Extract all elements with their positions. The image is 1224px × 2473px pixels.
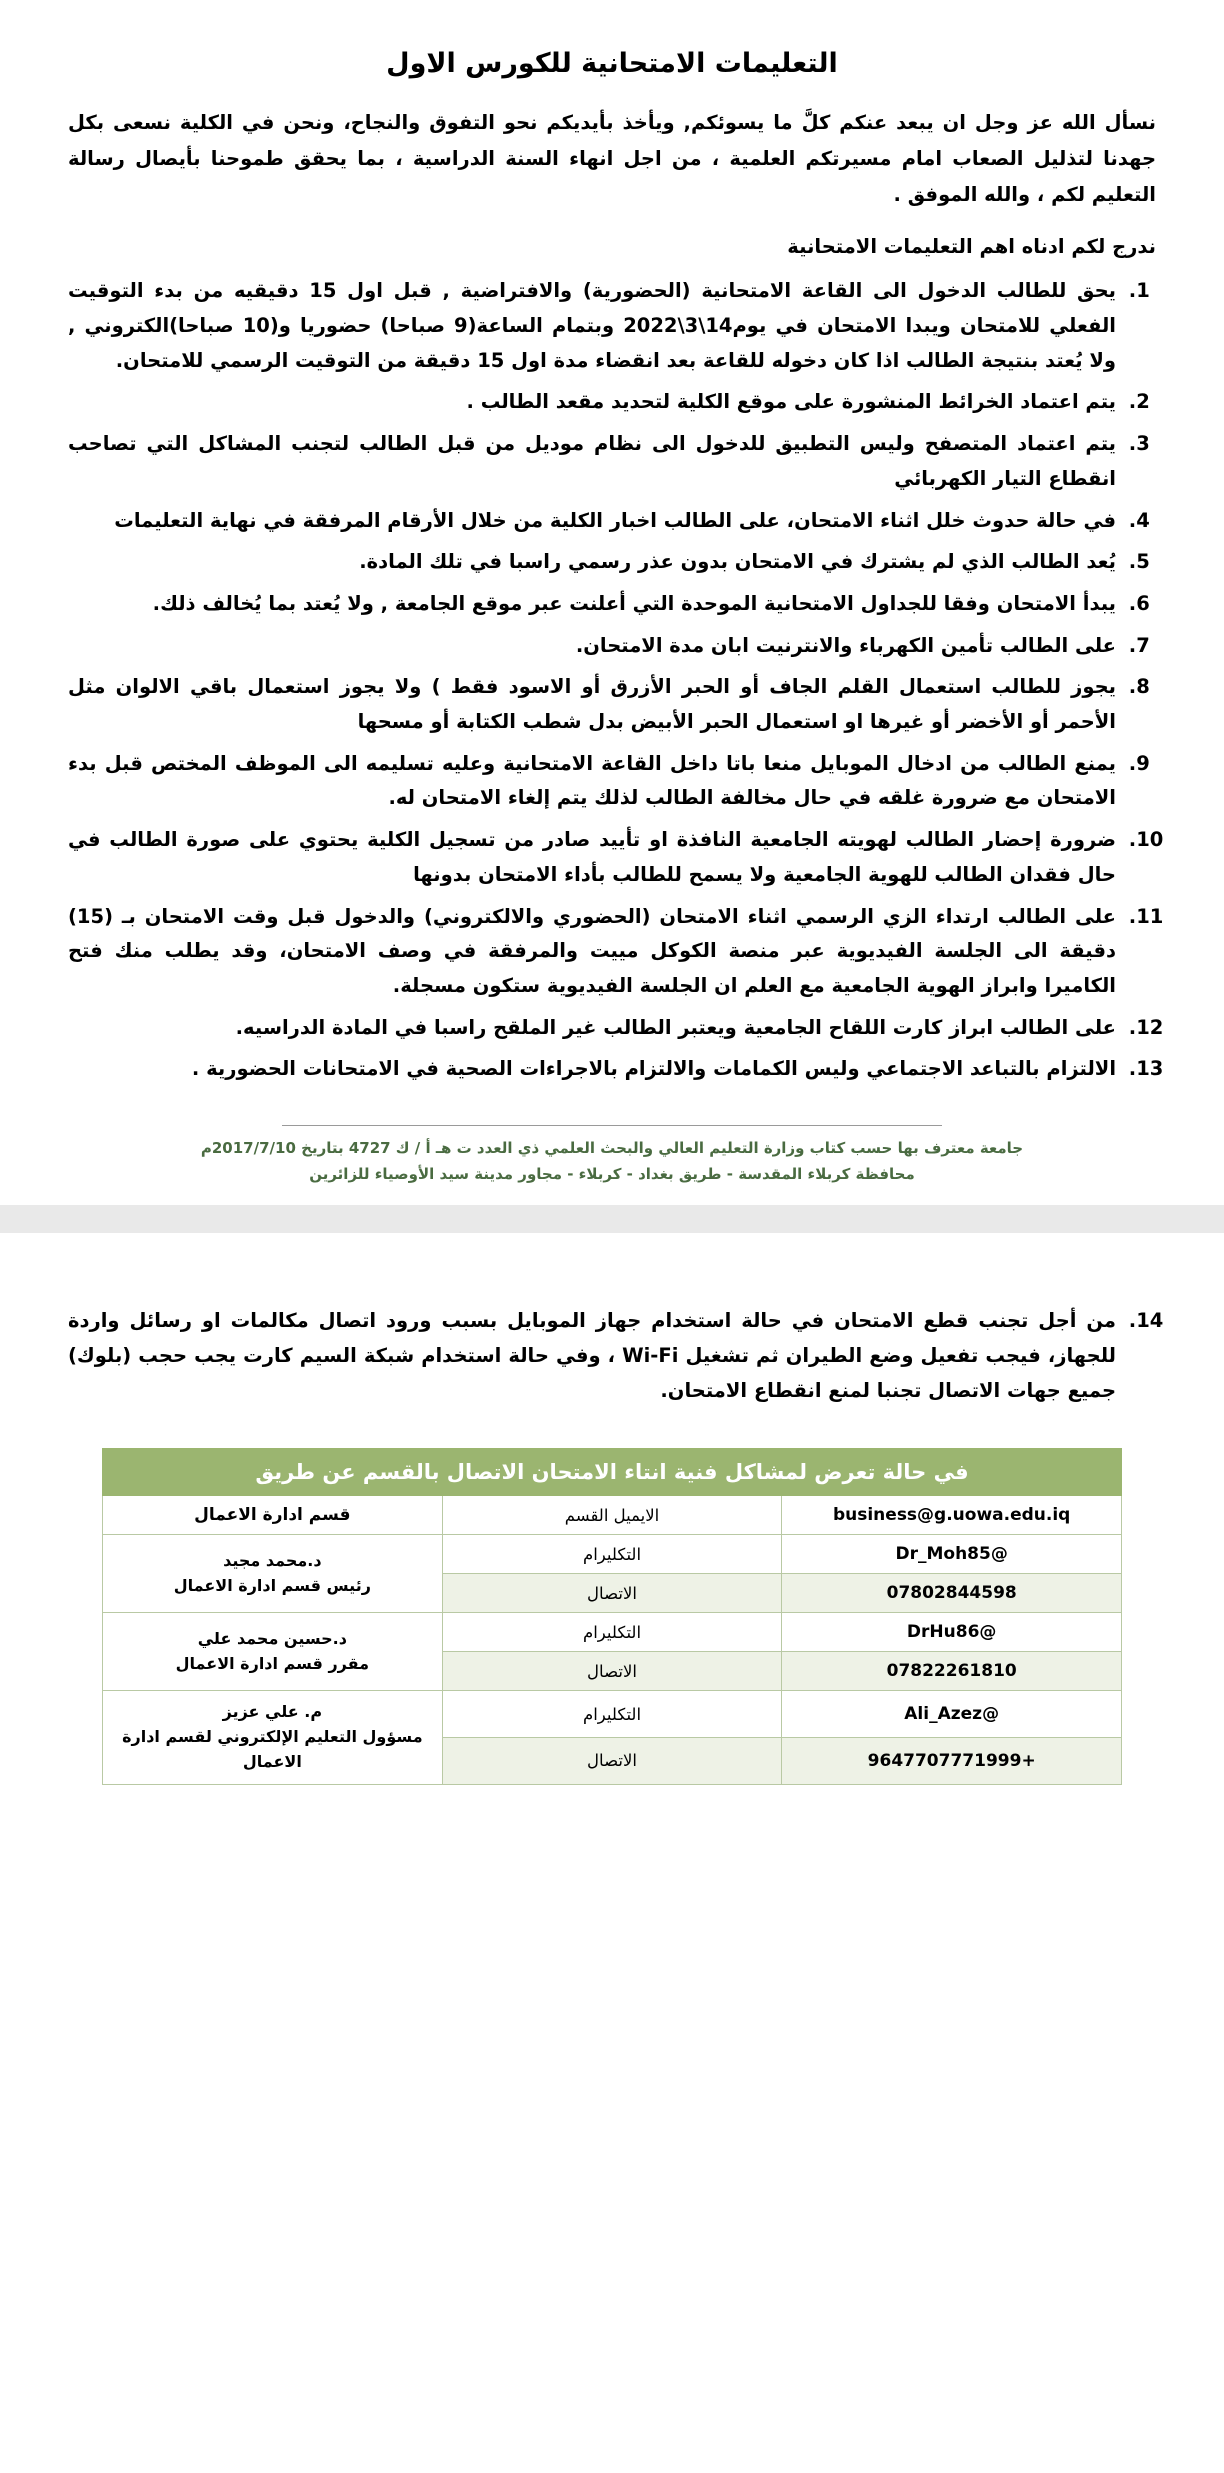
- contacts-table: [102, 1448, 1122, 1784]
- page-title: التعليمات الامتحانية للكورس الاول: [386, 48, 838, 79]
- list-item: 8. يجوز للطالب استعمال القلم الجاف أو الحبر الأزرق أو الاسود فقط ) ولا يجوز استعمال باقي الالوان مثل الأحمر أو الأخضر أو غيرها او استعمال الحبر الأبيض بدل شطب الكتابة أو مسحها: [68, 670, 1122, 739]
- list-item: 9. يمنع الطالب من ادخال الموبايل منعا باتا داخل القاعة الامتحانية وعليه تسليمه الى الموظف المختص قبل بدء الامتحان مع ضرورة غلقه في حال مخالفة الطالب لذلك يتم إلغاء الامتحان له.: [68, 747, 1122, 816]
- contacts-banner: في حالة تعرض لمشاكل فنية انتاء الامتحان الاتصال بالقسم عن طريق: [103, 1449, 1122, 1496]
- footer-accreditation: جامعة معترف بها حسب كتاب وزارة التعليم العالي والبحث العلمي ذي العدد ت هـ أ / ك 4727 بتاريخ 2017/7/10م: [200, 1139, 1024, 1158]
- contact-value: business@g.uowa.edu.iq: [782, 1496, 1122, 1535]
- contact-person: د.حسين محمد علي مقرر قسم ادارة الاعمال: [103, 1613, 443, 1691]
- contact-value: +9647707771999: [782, 1738, 1122, 1785]
- contact-label: التكليرام: [442, 1535, 782, 1574]
- contact-label: الاتصال: [442, 1574, 782, 1613]
- table-row: [103, 1449, 1122, 1496]
- contact-value: @Dr_Moh85: [782, 1535, 1122, 1574]
- document-page-2: [0, 1233, 1224, 2473]
- document-page-1: [0, 0, 1224, 1205]
- contact-person: م. علي عزيز مسؤول التعليم الإلكتروني لقسم ادارة الاعمال: [103, 1691, 443, 1784]
- contacts-table-head: [103, 1449, 1122, 1496]
- instructions-list: [68, 274, 1156, 1087]
- contact-label: الاتصال: [442, 1738, 782, 1785]
- instructions-list-continued: [68, 1303, 1156, 1408]
- table-row: [103, 1535, 1122, 1574]
- list-item: 2. يتم اعتماد الخرائط المنشورة على موقع الكلية لتحديد مقعد الطالب .: [68, 385, 1122, 420]
- contact-label: الايميل القسم: [442, 1496, 782, 1535]
- list-item: 11. على الطالب ارتداء الزي الرسمي اثناء الامتحان (الحضوري والالكتروني) والدخول قبل وقت الامتحان بـ (15) دقيقة الى الجلسة الفيديوية عبر منصة الكوكل مييت والمرفقة في وصف الامتحان، وقد يطلب منك فتح الكاميرا وابراز الهوية الجامعية مع العلم ان الجلسة الفيديوية ستكون مسجلة.: [68, 900, 1122, 1004]
- list-item: 12. على الطالب ابراز كارت اللقاح الجامعية ويعتبر الطالب غير الملقح راسبا في المادة الدراسيه.: [68, 1011, 1122, 1046]
- contact-label: التكليرام: [442, 1613, 782, 1652]
- list-item: 7. على الطالب تأمين الكهرباء والانترنيت ابان مدة الامتحان.: [68, 629, 1122, 664]
- contact-value: 07802844598: [782, 1574, 1122, 1613]
- footer-address: محافظة كربلاء المقدسة - طريق بغداد - كربلاء - مجاور مدينة سيد الأوصياء للزائرين: [309, 1164, 915, 1183]
- contact-value: @Ali_Azez: [782, 1691, 1122, 1738]
- list-item: 10. ضرورة إحضار الطالب لهويته الجامعية النافذة او تأييد صادر من تسجيل الكلية يحتوي على صورة الطالب في حال فقدان الطالب للهوية الجامعية ولا يسمح للطالب بأداء الامتحان بدونها: [68, 823, 1122, 892]
- lead-paragraph: ندرج لكم ادناه اهم التعليمات الامتحانية: [787, 235, 1156, 259]
- table-row: [103, 1691, 1122, 1738]
- footer-divider: [282, 1125, 942, 1126]
- contact-label: الاتصال: [442, 1652, 782, 1691]
- list-item: 4. في حالة حدوث خلل اثناء الامتحان، على الطالب اخبار الكلية من خلال الأرقام المرفقة في نهاية التعليمات: [68, 504, 1122, 539]
- table-row: [103, 1613, 1122, 1652]
- list-item: 5. يُعد الطالب الذي لم يشترك في الامتحان بدون عذر رسمي راسبا في تلك المادة.: [68, 545, 1122, 580]
- intro-paragraph: نسأل الله عز وجل ان يبعد عنكم كلَّ ما يسوئكم, ويأخذ بأيديكم نحو التفوق والنجاح، ونحن في الكلية نسعى بكل جهدنا لتذليل الصعاب امام مسيرتكم العلمية ، من اجل انهاء السنة الدراسية ، بما يحقق طموحنا بأيصال رسالة التعليم لكم ، والله الموفق .: [68, 111, 1156, 207]
- contact-value: 07822261810: [782, 1652, 1122, 1691]
- contact-person: قسم ادارة الاعمال: [103, 1496, 443, 1535]
- contact-person: د.محمد مجيد رئيس قسم ادارة الاعمال: [103, 1535, 443, 1613]
- list-item: 13. الالتزام بالتباعد الاجتماعي وليس الكمامات والالتزام بالاجراءات الصحية في الامتحانات الحضورية .: [68, 1052, 1122, 1087]
- list-item: 1. يحق للطالب الدخول الى القاعة الامتحانية (الحضورية) والافتراضية , قبل اول 15 دقيقيه من بدء التوقيت الفعلي للامتحان ويبدا الامتحان في يوم14\3\2022 وبتمام الساعة(9 صباحا) حضوريا و(10 صباحا)الكتروني , ولا يُعتد بنتيجة الطالب اذا كان دخوله للقاعة بعد انقضاء مدة اول 15 دقيقة من التوقيت الرسمي للامتحان.: [68, 274, 1122, 378]
- list-item: 14. من أجل تجنب قطع الامتحان في حالة استخدام جهاز الموبايل بسبب ورود اتصال مكالمات او رسائل واردة للجهاز، فيجب تفعيل وضع الطيران ثم تشغيل Wi‑Fi ، وفي حالة استخدام شبكة السيم كارت يجب حجب (بلوك) جميع جهات الاتصال تجنبا لمنع انقطاع الامتحان.: [68, 1303, 1122, 1408]
- table-row: [103, 1496, 1122, 1535]
- contact-label: التكليرام: [442, 1691, 782, 1738]
- list-item: 6. يبدأ الامتحان وفقا للجداول الامتحانية الموحدة التي أعلنت عبر موقع الجامعة , ولا يُعتد بما يُخالف ذلك.: [68, 587, 1122, 622]
- contacts-table-body: [103, 1496, 1122, 1784]
- contact-value: @DrHu86: [782, 1613, 1122, 1652]
- list-item: 3. يتم اعتماد المتصفح وليس التطبيق للدخول الى نظام موديل من قبل الطالب لتجنب المشاكل التي تصاحب انقطاع التيار الكهربائي: [68, 427, 1122, 496]
- page-separator: [0, 1205, 1224, 1233]
